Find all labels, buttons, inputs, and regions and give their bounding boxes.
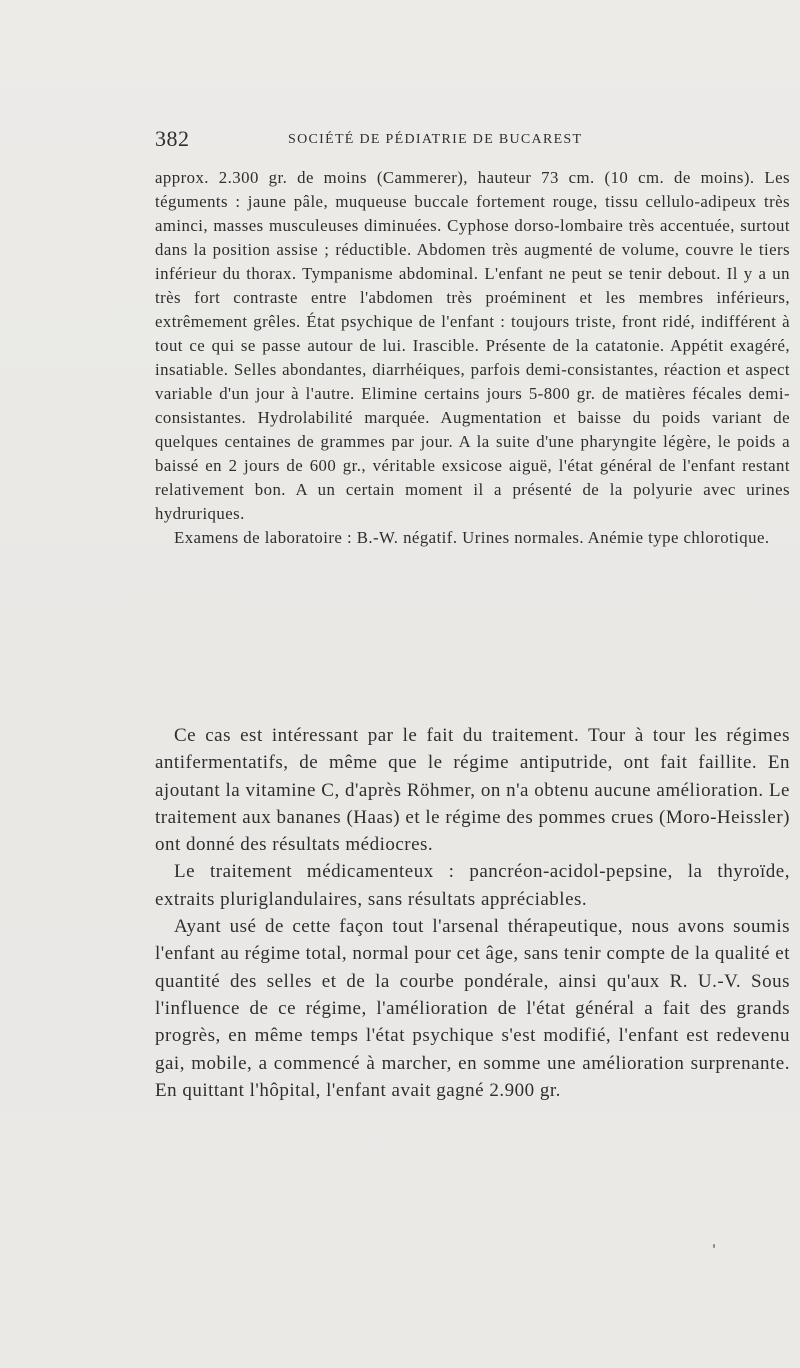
discussion-paragraph-3: Ayant usé de cette façon tout l'arsenal thérapeutique, nous avons soumis l'enfant au régime total, normal pour cet âge, sans tenir compte de la qualité et quantité des selles et de la courbe pondérale, ainsi qu'aux R. U.-V. Sous l'influence de ce régime, l'amélioration de l'état général a fait des grands progrès, en même temps l'état psychique s'est modifié, l'enfant est redevenu gai, mobile, a commencé à marcher, en somme une amélioration surprenante. En quittant l'hôpital, l'enfant avait gagné 2.900 gr.	[155, 916, 790, 1101]
case-observation	[155, 166, 790, 550]
print-speck	[713, 1244, 715, 1248]
page-header	[155, 126, 784, 166]
case-discussion	[155, 722, 790, 1104]
discussion-paragraph-1: Ce cas est intéressant par le fait du traitement. Tour à tour les régimes antifermentatifs, de même que le régime antiputride, ont fait faillite. En ajoutant la vitamine C, d'après Röhmer, on n'a obtenu aucune amélioration. Le traitement aux bananes (Haas) et le régime des pommes crues (Moro-Heissler) ont donné des résultats médiocres.	[155, 725, 790, 856]
observation-paragraph-1: approx. 2.300 gr. de moins (Cammerer), hauteur 73 cm. (10 cm. de moins). Les téguments : jaune pâle, muqueuse buccale fortement rouge, tissu cellulo-adipeux très aminci, masses musculeuses diminuées. Cyphose dorso-lombaire très accentuée, surtout dans la position assise ; réductible. Abdomen très augmenté de volume, couvre le tiers inférieur du thorax. Tympanisme abdominal. L'enfant ne peut se tenir debout. Il y a un très fort contraste entre l'abdomen très proéminent et les membres inférieurs, extrêmement grêles. État psychique de l'enfant : toujours triste, front ridé, indifférent à tout ce qui se passe autour de lui. Irascible. Présente de la catatonie. Appétit exagéré, insatiable. Selles abondantes, diarrhéiques, parfois demi-consistantes, réaction et aspect variable d'un jour à l'autre. Elimine certains jours 5-800 gr. de matières fécales demi-consistantes. Hydrolabilité marquée. Augmentation et baisse du poids variant de quelques centaines de grammes par jour. A la suite d'une pharyngite légère, le poids a baissé en 2 jours de 600 gr., véritable exsicose aiguë, l'état général de l'enfant restant relativement bon. A un certain moment il a présenté de la polyurie avec urines hydruriques.	[155, 168, 790, 523]
discussion-paragraph-2: Le traitement médicamenteux : pancréon-acidol-pepsine, la thyroïde, extraits pluriglandulaires, sans résultats appréciables.	[155, 861, 790, 910]
observation-paragraph-2: Examens de laboratoire : B.-W. négatif. Urines normales. Anémie type chlorotique.	[174, 528, 770, 547]
running-title: SOCIÉTÉ DE PÉDIATRIE DE BUCAREST	[288, 132, 583, 147]
page-number: 382	[155, 126, 190, 151]
